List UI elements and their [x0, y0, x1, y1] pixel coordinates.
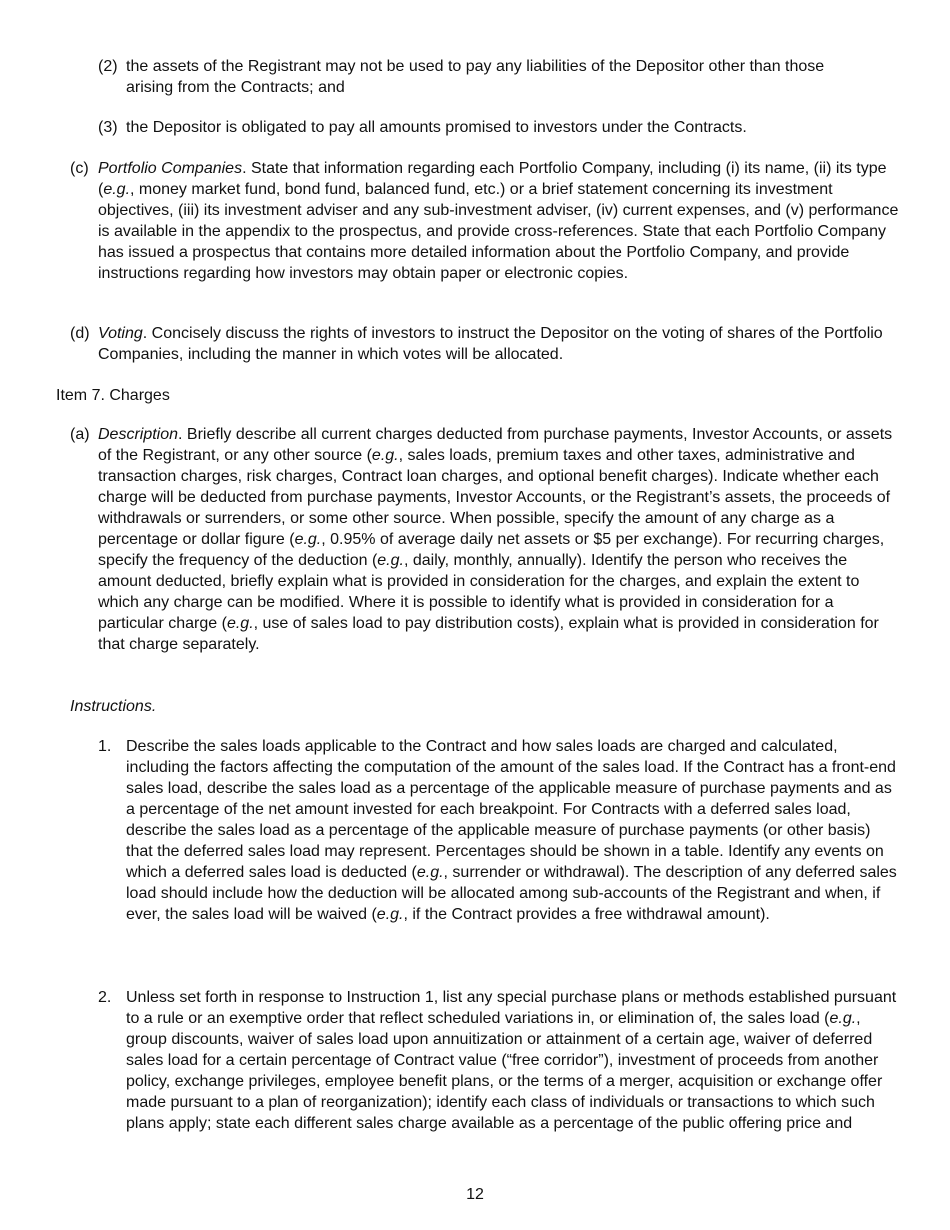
paragraph-d: [70, 323, 890, 365]
instruction-2: [98, 987, 898, 1134]
list-item-3: [98, 117, 898, 138]
paragraph-label: (d): [70, 325, 90, 342]
paragraph-text: Description. Briefly describe all current charges deducted from purchase payments, Investor Accounts, or assets of the Registrant, or any other source (e.g., sales loads, premium taxes and other taxes, administrative and transaction charges, risk charges, Contract loan charges, and optional benefit charges). Indicate whether each charge will be deducted from purchase payments, Investor Accounts, or the Registrant’s assets, the proceeds of withdrawals or surrenders, or some other source. When possible, specify the amount of any charge as a percentage or dollar figure (e.g., 0.95% of average daily net assets or $5 per exchange). For recurring charges, specify the frequency of the deduction (e.g., daily, monthly, annually). Identify the person who receives the amount deducted, briefly explain what is provided in consideration for the charges, and explain the extent to which any charge can be modified. Where it is possible to identify what is provided in consideration for a particular charge (e.g., use of sales load to pay distribution costs), explain what is provided in consideration for that charge separately.: [98, 426, 893, 653]
instruction-text: Describe the sales loads applicable to the Contract and how sales loads are charged and calculated, including the factors affecting the computation of the amount of the sales load. If the Contract has a front-end sales load, describe the sales load as a percentage of the applicable measure of purchase payments and as a percentage of the net amount invested for each breakpoint. For Contracts with a deferred sales load, describe the sales load as a percentage of the applicable measure of purchase payments (or other basis) that the deferred sales load may represent. Percentages should be shown in a table. Identify any events on which a deferred sales load is deducted (e.g., surrender or withdrawal). The description of any deferred sales load should include how the deduction will be allocated among sub-accounts of the Registrant and when, if ever, the sales load will be waived (e.g., if the Contract provides a free withdrawal amount).: [126, 738, 897, 923]
paragraph-title: Description: [98, 426, 179, 443]
paragraph-a: [70, 424, 900, 655]
paragraph-text: Voting. Concisely discuss the rights of investors to instruct the Depositor on the voting of shares of the Portfolio Companies, including the manner in which votes will be allocated.: [98, 325, 883, 363]
paragraph-c: [70, 158, 900, 284]
list-item-2: [98, 56, 868, 98]
item-label: (3): [98, 119, 118, 136]
paragraph-text: Portfolio Companies. State that information regarding each Portfolio Company, including (i) its name, (ii) its type (e.g., money market fund, bond fund, balanced fund, etc.) or a brief statement concerning its investment objectives, (iii) its investment adviser and any sub-investment adviser, (iv) current expenses, and (v) performance is available in the appendix to the prospectus, and provide cross-references. State that each Portfolio Company has issued a prospectus that contains more detailed information about the Portfolio Company, and provide instructions regarding how investors may obtain paper or electronic copies.: [98, 160, 899, 282]
section-heading: Item 7. Charges: [56, 387, 170, 404]
page-number: 12: [466, 1186, 484, 1203]
instructions-label: Instructions.: [70, 698, 157, 715]
paragraph-title: Voting: [98, 325, 143, 342]
instruction-number: 1.: [98, 738, 112, 755]
paragraph-label: (c): [70, 160, 89, 177]
paragraph-label: (a): [70, 426, 90, 443]
paragraph-title: Portfolio Companies: [98, 160, 243, 177]
instruction-1: [98, 736, 898, 925]
item-text: the Depositor is obligated to pay all amounts promised to investors under the Contracts.: [126, 119, 747, 136]
item-text: the assets of the Registrant may not be used to pay any liabilities of the Depositor other than those arising from the Contracts; and: [126, 58, 825, 96]
instruction-number: 2.: [98, 989, 112, 1006]
instruction-text: Unless set forth in response to Instruction 1, list any special purchase plans or methods established pursuant to a rule or an exemptive order that reflect scheduled variations in, or elimination of, the sales load (e.g., group discounts, waiver of sales load upon annuitization or attainment of a certain age, waiver of deferred sales load for a certain percentage of Contract value (“free corridor”), investment of proceeds from another policy, exchange privileges, employee benefit plans, or the terms of a merger, acquisition or exchange offer made pursuant to a plan of reorganization); identify each class of individuals or transactions to which such plans apply; state each different sales charge available as a percentage of the public offering price and: [126, 989, 897, 1132]
item-label: (2): [98, 58, 118, 75]
